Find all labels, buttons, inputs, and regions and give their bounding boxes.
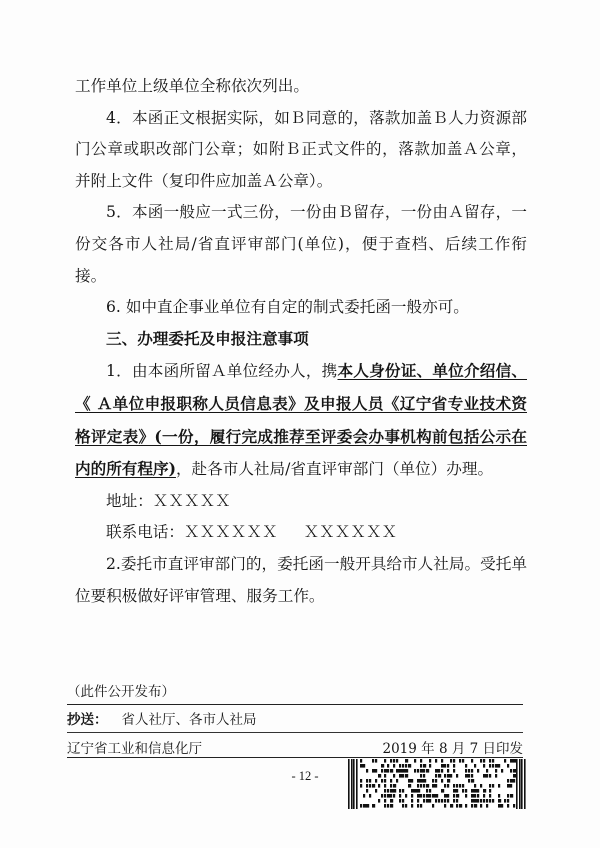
phone-label: 联系电话： xyxy=(106,523,184,542)
continuation-paragraph: 工作单位上级单位全称依次列出。 xyxy=(75,77,309,95)
item-6-paragraph: 6. 如中直企事业单位有自定的制式委托函一般亦可。 xyxy=(106,298,469,317)
footer-rule-middle xyxy=(67,732,523,733)
item-1-end-text: ，赴各市人社局/省直评审部门（单位）办理。 xyxy=(175,460,494,479)
item-1-emphasis-text: 本人身份证、单位介绍信、《 Ａ单位申报职称人员信息表》及申报人员《辽宁省专业技术资格评定表》(一份，履行完成推荐至评委会办事机构前包括公示在内的所有程序) xyxy=(75,361,527,479)
item-1-start-text: 1．由本函所留Ａ单位经办人，携 xyxy=(106,362,338,381)
public-release-note: （此件公开发布） xyxy=(67,684,175,700)
cc-label: 抄送： xyxy=(67,712,108,728)
footer-rule-bottom xyxy=(67,757,523,758)
issuer-name: 辽宁省工业和信息化厅 xyxy=(67,741,202,757)
section-3-heading: 三、办理委托及申报注意事项 xyxy=(106,329,309,348)
cc-line xyxy=(67,708,523,728)
page-number: - 12 - xyxy=(291,769,319,783)
section-3-item-2: 2.委托市直评审部门的，委托函一般开具给市人社局。受托单位要积极做好评审管理、服务工作。 xyxy=(75,554,527,605)
cc-value: 省人社厅、各市人社局 xyxy=(121,712,257,728)
phone-value-1: ＸＸＸＸＸＸ xyxy=(183,523,278,542)
barcode-icon xyxy=(348,759,526,809)
address-label: 地址： xyxy=(106,491,153,510)
phone-line xyxy=(75,517,527,549)
footer-rule-top xyxy=(67,704,523,705)
item-4-paragraph: 4．本函正文根据实际，如Ｂ同意的，落款加盖Ｂ人力资源部门公章或职改部门公章；如附Ｂ正式文件的，落款加盖Ａ公章，并附上文件（复印件应加盖Ａ公章）。 xyxy=(75,108,527,190)
address-line xyxy=(75,486,527,518)
item-5-paragraph: 5．本函一般应一式三份，一份由Ｂ留存，一份由Ａ留存，一份交各市人社局/省直评审部门(单位)，便于查档、后续工作衔接。 xyxy=(75,203,527,285)
phone-value-2: ＸＸＸＸＸＸ xyxy=(303,523,398,542)
section-3-item-1 xyxy=(75,355,527,485)
issue-date: 2019 年 8 月 7 日印发 xyxy=(382,741,523,757)
document-body xyxy=(75,71,527,612)
address-value: ＸＸＸＸＸ xyxy=(152,491,231,510)
issuer-line xyxy=(67,737,523,757)
